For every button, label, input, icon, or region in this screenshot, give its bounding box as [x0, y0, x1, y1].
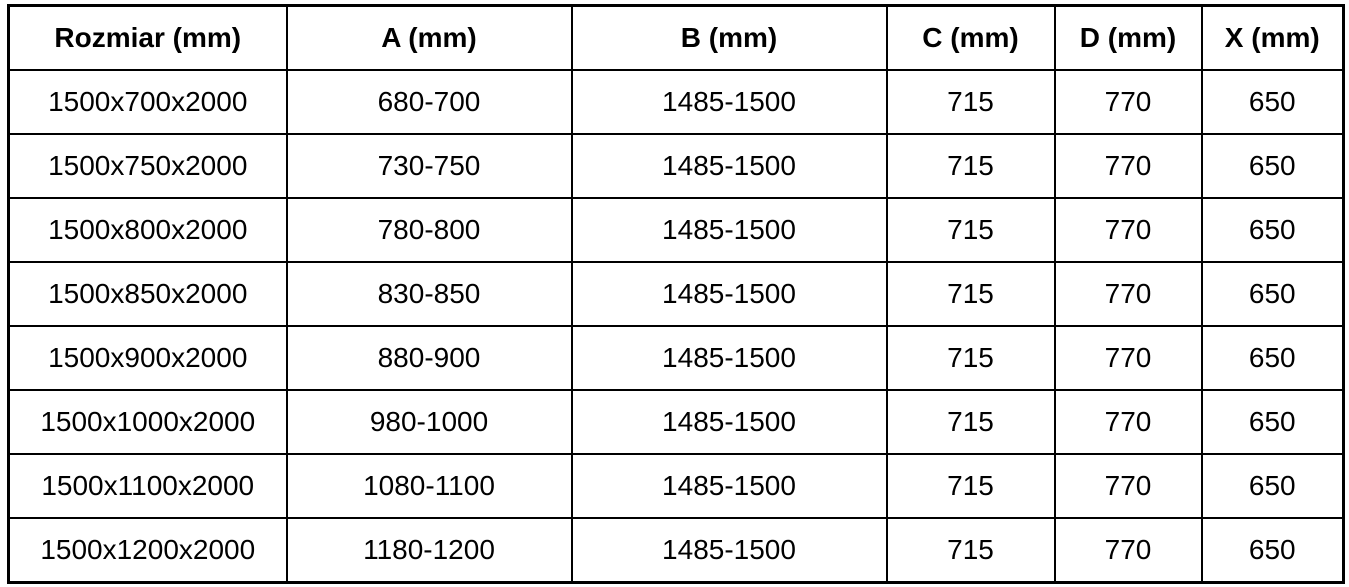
table-cell: 1485-1500	[572, 518, 887, 583]
table-cell: 1500x750x2000	[9, 134, 287, 198]
header-row	[9, 6, 1344, 71]
table-cell: 770	[1055, 518, 1202, 583]
table-cell: 770	[1055, 390, 1202, 454]
table-cell: 770	[1055, 454, 1202, 518]
size-spec-table	[7, 4, 1345, 584]
table-cell: 715	[887, 390, 1055, 454]
table-cell: 1500x1200x2000	[9, 518, 287, 583]
table-row	[9, 134, 1344, 198]
table-cell: 1080-1100	[287, 454, 572, 518]
column-header-rozmiar: Rozmiar (mm)	[9, 6, 287, 71]
table-cell: 1180-1200	[287, 518, 572, 583]
table-cell: 1500x850x2000	[9, 262, 287, 326]
table-cell: 715	[887, 518, 1055, 583]
table-cell: 1485-1500	[572, 326, 887, 390]
table-cell: 770	[1055, 134, 1202, 198]
table-cell: 650	[1202, 70, 1344, 134]
table-header	[9, 6, 1344, 71]
table-cell: 830-850	[287, 262, 572, 326]
table-cell: 1485-1500	[572, 198, 887, 262]
table-cell: 1500x1000x2000	[9, 390, 287, 454]
table-cell: 780-800	[287, 198, 572, 262]
table-cell: 650	[1202, 326, 1344, 390]
table-cell: 770	[1055, 70, 1202, 134]
table-cell: 680-700	[287, 70, 572, 134]
table-cell: 715	[887, 70, 1055, 134]
table-cell: 715	[887, 198, 1055, 262]
table-cell: 715	[887, 326, 1055, 390]
table-cell: 715	[887, 262, 1055, 326]
table-cell: 650	[1202, 262, 1344, 326]
table-cell: 770	[1055, 326, 1202, 390]
table-cell: 650	[1202, 134, 1344, 198]
table-cell: 1485-1500	[572, 70, 887, 134]
column-header-d: D (mm)	[1055, 6, 1202, 71]
table-row	[9, 326, 1344, 390]
table-cell: 650	[1202, 390, 1344, 454]
table-cell: 880-900	[287, 326, 572, 390]
table-cell: 1500x800x2000	[9, 198, 287, 262]
table-body	[9, 70, 1344, 583]
table-cell: 1500x700x2000	[9, 70, 287, 134]
column-header-b: B (mm)	[572, 6, 887, 71]
table-cell: 1485-1500	[572, 454, 887, 518]
column-header-a: A (mm)	[287, 6, 572, 71]
table-cell: 730-750	[287, 134, 572, 198]
table-row	[9, 262, 1344, 326]
column-header-c: C (mm)	[887, 6, 1055, 71]
table-cell: 1500x900x2000	[9, 326, 287, 390]
table-cell: 1500x1100x2000	[9, 454, 287, 518]
table-cell: 1485-1500	[572, 134, 887, 198]
table-row	[9, 454, 1344, 518]
table-cell: 650	[1202, 518, 1344, 583]
table-cell: 1485-1500	[572, 262, 887, 326]
table-cell: 770	[1055, 198, 1202, 262]
table-row	[9, 198, 1344, 262]
table-row	[9, 70, 1344, 134]
table-cell: 650	[1202, 454, 1344, 518]
table-row	[9, 390, 1344, 454]
table-row	[9, 518, 1344, 583]
table-cell: 715	[887, 134, 1055, 198]
table-cell: 650	[1202, 198, 1344, 262]
table-cell: 770	[1055, 262, 1202, 326]
table-cell: 1485-1500	[572, 390, 887, 454]
column-header-x: X (mm)	[1202, 6, 1344, 71]
table-cell: 980-1000	[287, 390, 572, 454]
table-cell: 715	[887, 454, 1055, 518]
